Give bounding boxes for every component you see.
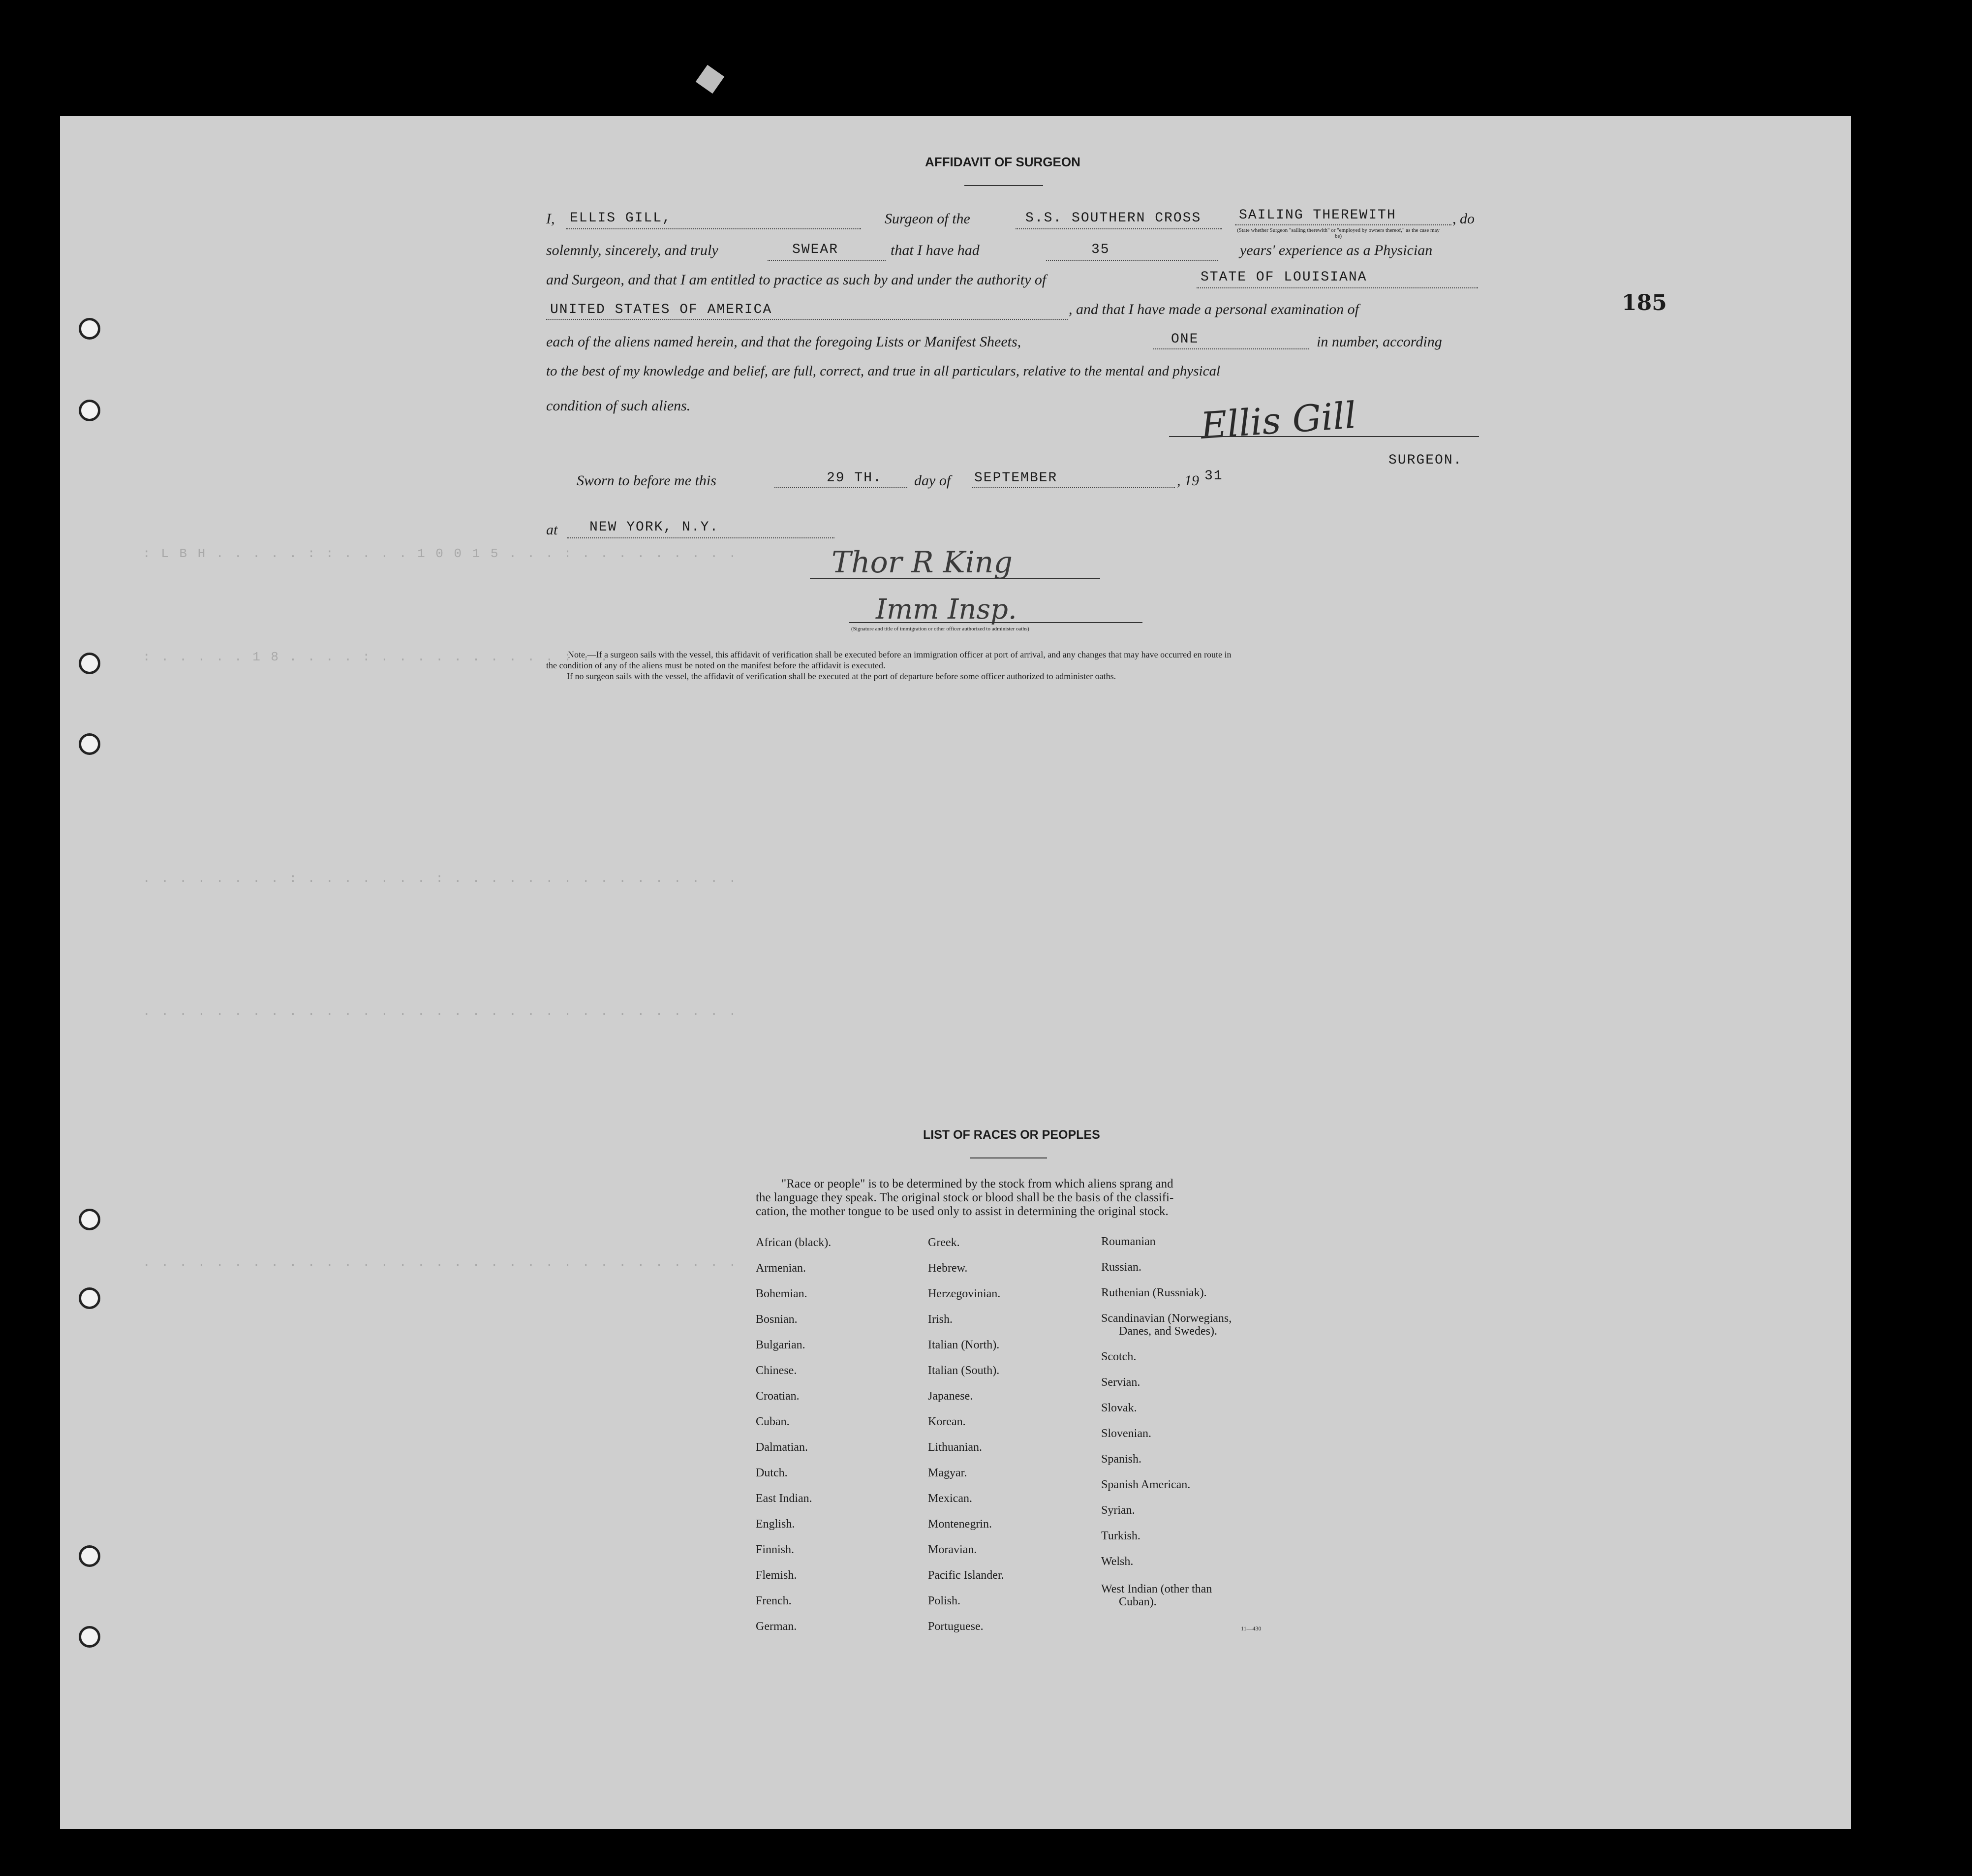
race-item: Danes, and Swedes). <box>1119 1325 1217 1338</box>
race-item: Flemish. <box>756 1569 797 1582</box>
race-item: Spanish. <box>1101 1453 1142 1466</box>
race-item: Cuban. <box>756 1415 790 1428</box>
sheet-count-line <box>1153 348 1309 349</box>
bleed-through-row: . . . . . . . . . . . . . . . . . . . . . . . . . . . . . . . . . <box>143 1004 738 1019</box>
race-item: Cuban). <box>1119 1595 1157 1608</box>
race-item: Chinese. <box>756 1364 797 1377</box>
officer-title: Imm Insp. <box>876 594 1017 625</box>
word-year-prefix: , 19 <box>1177 472 1199 489</box>
binder-hole <box>79 653 100 674</box>
officer-caption: (Signature and title of immigration or other officer authorized to administer oaths) <box>851 626 1029 632</box>
race-item: Italian (North). <box>928 1339 1000 1351</box>
races-intro-line-1: "Race or people" is to be determined by the stock from which aliens sprang and <box>781 1177 1173 1190</box>
race-item: Bosnian. <box>756 1313 798 1326</box>
sworn-month-line <box>972 487 1175 488</box>
sailing-note: (State whether Surgeon "sailing therewith" or "employed by owners thereof," as the case may be) <box>1237 227 1440 239</box>
race-item: East Indian. <box>756 1492 812 1505</box>
bleed-through-row: . . . . . . . . : . . . . . . . : . . . . . . . . . . . . . . . . <box>143 871 738 886</box>
sworn-year: 31 <box>1204 469 1223 484</box>
word-in-number: in number, according <box>1317 334 1442 350</box>
race-item: Dalmatian. <box>756 1441 808 1454</box>
word-sworn: Sworn to before me this <box>577 472 716 489</box>
authority-state-line <box>1197 287 1478 288</box>
race-item: English. <box>756 1518 795 1531</box>
race-item: Servian. <box>1101 1376 1140 1389</box>
page-number: 185 <box>1622 290 1667 315</box>
race-item: Roumanian <box>1101 1235 1156 1248</box>
race-item: Lithuanian. <box>928 1441 982 1454</box>
word-surgeon-of: Surgeon of the <box>885 211 970 227</box>
race-item: Herzegovinian. <box>928 1287 1001 1300</box>
race-item: Croatian. <box>756 1390 800 1403</box>
authority-country: UNITED STATES OF AMERICA <box>550 302 772 317</box>
race-item: Armenian. <box>756 1262 806 1275</box>
binder-hole <box>79 318 100 340</box>
race-item: Korean. <box>928 1415 966 1428</box>
form-number: 11—430 <box>1241 1625 1262 1632</box>
race-item: Polish. <box>928 1595 961 1607</box>
bleed-through-row: : . . . . . 1 8 . . . . : . . . . . . . . . . : . . . <box>143 650 628 664</box>
affidavit-note-line-3: If no surgeon sails with the vessel, the affidavit of verification shall be executed at the port of departure before some officer authorized to administer oaths. <box>567 671 1116 681</box>
binder-hole <box>79 1287 100 1309</box>
race-item: Greek. <box>928 1236 960 1249</box>
race-item: Turkish. <box>1101 1530 1140 1542</box>
races-title-rule <box>970 1157 1047 1158</box>
word-and-surgeon: and Surgeon, and that I am entitled to practice as such by and under the authority of <box>546 272 1047 288</box>
authority-state: STATE OF LOUISIANA <box>1201 270 1367 285</box>
surgeon-name: ELLIS GILL, <box>570 211 672 226</box>
sailing-line <box>1235 224 1451 225</box>
race-item: Spanish American. <box>1101 1478 1191 1491</box>
race-item: Ruthenian (Russniak). <box>1101 1286 1207 1299</box>
vessel-name: S.S. SOUTHERN CROSS <box>1025 211 1202 226</box>
word-condition: condition of such aliens. <box>546 398 691 414</box>
race-item: Mexican. <box>928 1492 972 1505</box>
race-item: German. <box>756 1620 797 1633</box>
race-item: Slovak. <box>1101 1402 1137 1414</box>
race-item: West Indian (other than <box>1101 1583 1212 1595</box>
word-that-had: that I have had <box>891 242 980 258</box>
years-line <box>1046 260 1218 261</box>
word-to-best: to the best of my knowledge and belief, are full, correct, and true in all particulars, relative to the mental and physical <box>546 363 1221 379</box>
bleed-through-row: . . . . . . . . . . . . . . . . . . . . . . . . . . . . . . . . . <box>143 1255 738 1270</box>
race-item: Moravian. <box>928 1543 977 1556</box>
word-each-alien: each of the aliens named herein, and that the foregoing Lists or Manifest Sheets, <box>546 334 1021 350</box>
word-years-exp: years' experience as a Physician <box>1240 242 1433 258</box>
race-item: Dutch. <box>756 1467 788 1479</box>
oath-line <box>768 260 886 261</box>
sworn-month: SEPTEMBER <box>974 470 1058 486</box>
race-item: Scandinavian (Norwegians, <box>1101 1312 1232 1325</box>
title-rule <box>964 185 1043 186</box>
word-at: at <box>546 522 558 538</box>
race-item: Magyar. <box>928 1467 967 1479</box>
race-item: Finnish. <box>756 1543 795 1556</box>
bleed-through-row: : L B H . . . . . : : . . . . 1 0 0 1 5 . . . : . . . . . . . . . <box>143 546 738 561</box>
binder-hole <box>79 1209 100 1230</box>
race-item: Syrian. <box>1101 1504 1135 1517</box>
sheet-count: ONE <box>1171 332 1199 347</box>
binder-hole <box>79 733 100 755</box>
surgeon-signature: Ellis Gill <box>1199 394 1358 447</box>
location-line <box>567 537 834 538</box>
sworn-day-line <box>774 487 907 488</box>
affidavit-note-line-1: Note.—If a surgeon sails with the vessel, this affidavit of verification shall be executed before an immigration officer at port of arrival, and any changes that may have occurred en route in <box>568 650 1232 659</box>
races-title: LIST OF RACES OR PEOPLES <box>923 1128 1100 1142</box>
word-solemnly: solemnly, sincerely, and truly <box>546 242 718 258</box>
race-item: Pacific Islander. <box>928 1569 1004 1582</box>
years-experience: 35 <box>1091 242 1110 257</box>
races-intro-line-2: the language they speak. The original stock or blood shall be the basis of the classifi- <box>756 1191 1174 1204</box>
race-item: Montenegrin. <box>928 1518 992 1531</box>
word-i: I, <box>546 211 555 227</box>
word-day-of: day of <box>914 472 951 489</box>
binder-hole <box>79 1626 100 1648</box>
race-item: Japanese. <box>928 1390 973 1403</box>
race-item: Bulgarian. <box>756 1339 805 1351</box>
surgeon-name-line <box>566 228 861 229</box>
surgeon-title: SURGEON. <box>1388 453 1463 468</box>
officer-signature-line <box>810 578 1100 579</box>
oath-type: SWEAR <box>792 242 839 257</box>
word-do: , do <box>1452 211 1475 227</box>
races-intro-line-3: cation, the mother tongue to be used only to assist in determining the original stock. <box>756 1205 1169 1218</box>
race-item: Bohemian. <box>756 1287 807 1300</box>
officer-title-line <box>849 622 1142 623</box>
binder-hole <box>79 400 100 421</box>
race-item: Irish. <box>928 1313 953 1326</box>
race-item: African (black). <box>756 1236 832 1249</box>
race-item: Welsh. <box>1101 1555 1134 1568</box>
race-item: Russian. <box>1101 1261 1142 1274</box>
affidavit-note-line-2: the condition of any of the aliens must be noted on the manifest before the affidavit is executed. <box>546 660 886 670</box>
sailing-status: SAILING THEREWITH <box>1239 208 1396 223</box>
vessel-line <box>1016 228 1222 229</box>
race-item: Scotch. <box>1101 1350 1137 1363</box>
sworn-day: 29 TH. <box>827 470 882 486</box>
word-personal-exam: , and that I have made a personal examination of <box>1069 301 1359 317</box>
race-item: Portuguese. <box>928 1620 984 1633</box>
affidavit-title: AFFIDAVIT OF SURGEON <box>925 155 1080 169</box>
paper-fragment <box>696 65 724 94</box>
binder-hole <box>79 1545 100 1567</box>
race-item: Hebrew. <box>928 1262 968 1275</box>
officer-signature: Thor R King <box>832 545 1013 580</box>
sworn-location: NEW YORK, N.Y. <box>589 520 719 535</box>
race-item: Slovenian. <box>1101 1427 1151 1440</box>
authority-country-line <box>546 319 1068 320</box>
race-item: Italian (South). <box>928 1364 1000 1377</box>
signature-line <box>1169 436 1479 437</box>
race-item: French. <box>756 1595 792 1607</box>
